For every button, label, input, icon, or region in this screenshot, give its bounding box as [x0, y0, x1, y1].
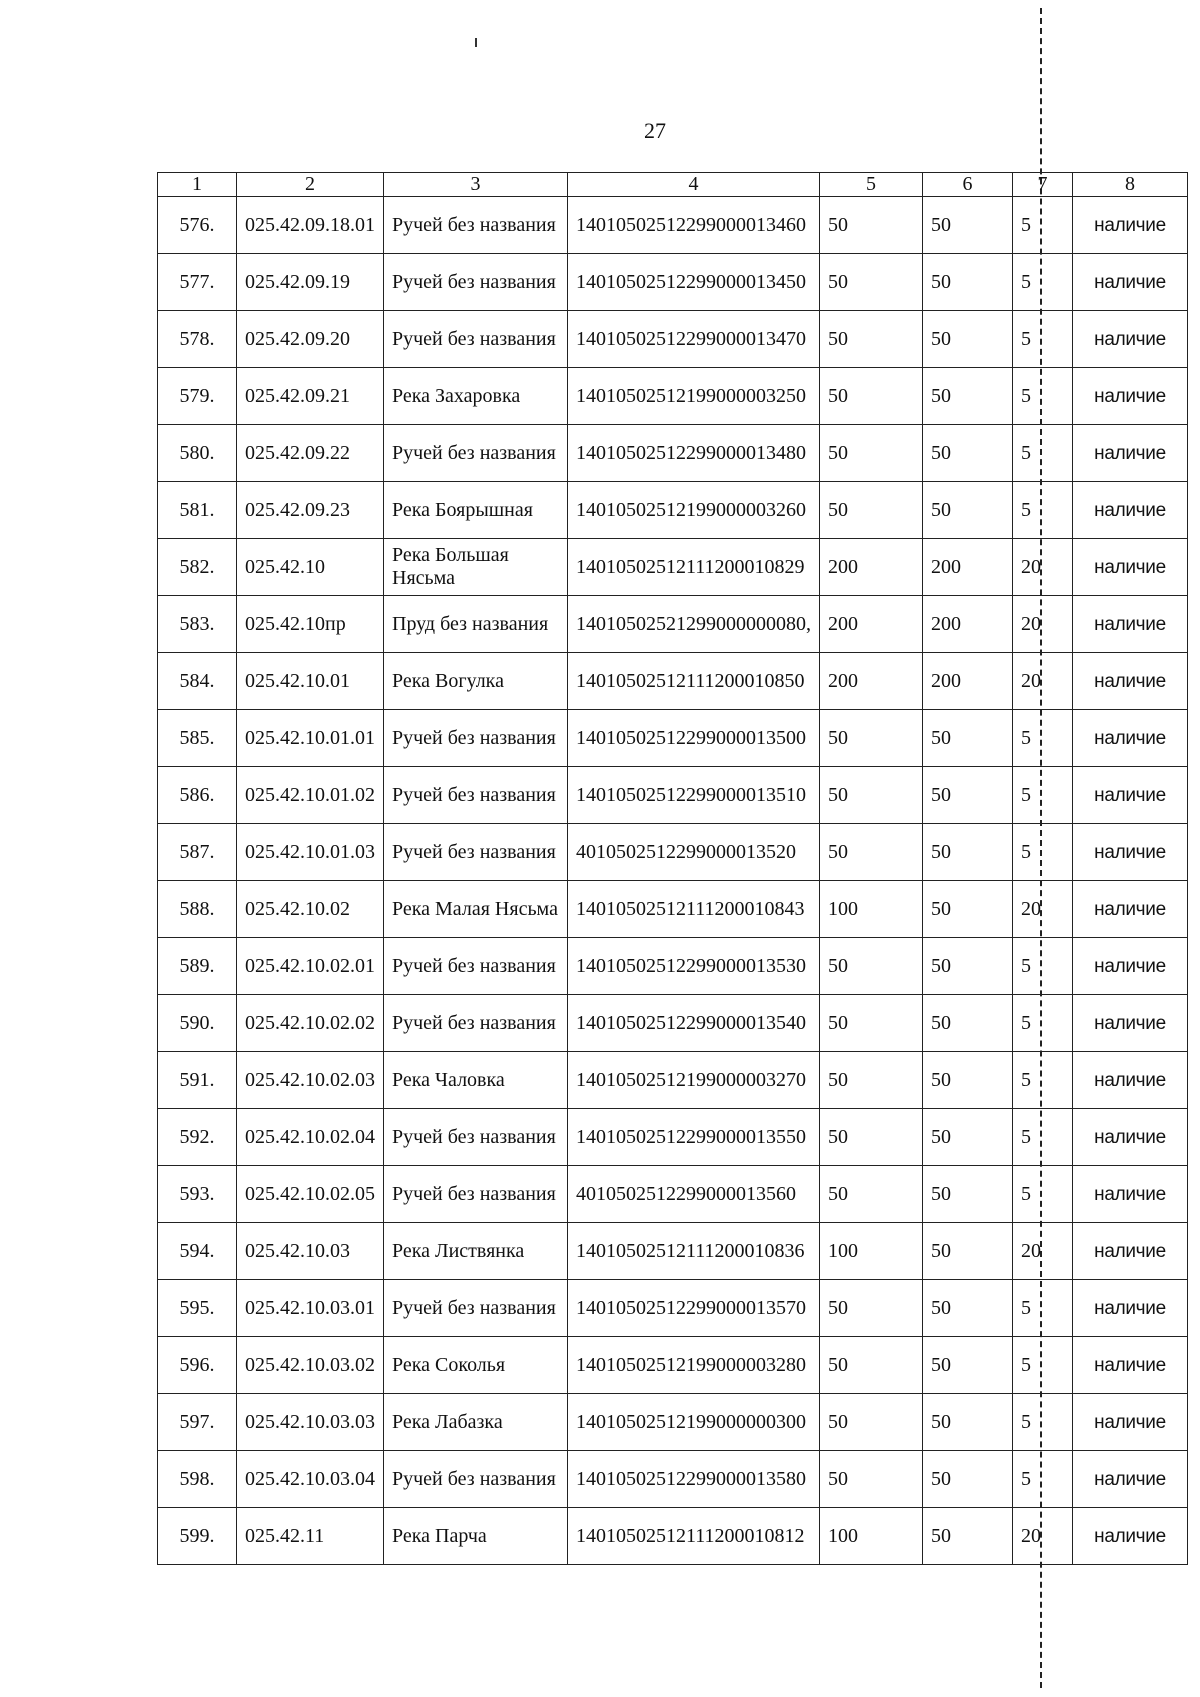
- status-text: наличие: [1073, 653, 1188, 710]
- row-number: 580.: [158, 425, 237, 482]
- row-number: 596.: [158, 1337, 237, 1394]
- value-col6: 200: [923, 539, 1013, 596]
- status-text: наличие: [1073, 1451, 1188, 1508]
- object-name: Ручей без названия: [384, 938, 568, 995]
- value-col5: 50: [820, 1109, 923, 1166]
- header-row: [158, 173, 1188, 197]
- table-row: [158, 311, 1188, 368]
- table-row: [158, 938, 1188, 995]
- object-code: 025.42.09.23: [237, 482, 384, 539]
- value-col6: 50: [923, 425, 1013, 482]
- table-row: [158, 1223, 1188, 1280]
- value-col7: 5: [1013, 482, 1073, 539]
- row-number: 584.: [158, 653, 237, 710]
- value-col6: 50: [923, 311, 1013, 368]
- value-col6: 50: [923, 482, 1013, 539]
- value-col7: 5: [1013, 368, 1073, 425]
- row-number: 592.: [158, 1109, 237, 1166]
- value-col6: 50: [923, 1280, 1013, 1337]
- status-text: наличие: [1073, 1223, 1188, 1280]
- object-name: Ручей без названия: [384, 767, 568, 824]
- registry-id: 14010502512199000003270: [568, 1052, 820, 1109]
- registry-id: 14010502512299000013480: [568, 425, 820, 482]
- value-col6: 50: [923, 368, 1013, 425]
- row-number: 583.: [158, 596, 237, 653]
- value-col5: 50: [820, 824, 923, 881]
- value-col7: 5: [1013, 710, 1073, 767]
- value-col6: 50: [923, 197, 1013, 254]
- registry-id: 14010502512299000013530: [568, 938, 820, 995]
- value-col6: 50: [923, 1166, 1013, 1223]
- status-text: наличие: [1073, 767, 1188, 824]
- value-col6: 50: [923, 1223, 1013, 1280]
- table-row: [158, 1166, 1188, 1223]
- object-code: 025.42.10.03.03: [237, 1394, 384, 1451]
- object-name: Река Лабазка: [384, 1394, 568, 1451]
- object-code: 025.42.10.01.03: [237, 824, 384, 881]
- object-name: Ручей без названия: [384, 710, 568, 767]
- value-col7: 20: [1013, 539, 1073, 596]
- object-name: Ручей без названия: [384, 1166, 568, 1223]
- object-code: 025.42.10.02.04: [237, 1109, 384, 1166]
- registry-id: 14010502512299000013550: [568, 1109, 820, 1166]
- column-header: 3: [384, 173, 568, 197]
- column-header: 6: [923, 173, 1013, 197]
- column-header: 2: [237, 173, 384, 197]
- object-code: 025.42.10.03.02: [237, 1337, 384, 1394]
- value-col7: 5: [1013, 1394, 1073, 1451]
- status-text: наличие: [1073, 482, 1188, 539]
- registry-id: 14010502512199000003280: [568, 1337, 820, 1394]
- value-col5: 100: [820, 1508, 923, 1565]
- value-col5: 50: [820, 995, 923, 1052]
- registry-id: 14010502512299000013450: [568, 254, 820, 311]
- object-code: 025.42.09.18.01: [237, 197, 384, 254]
- status-text: наличие: [1073, 1166, 1188, 1223]
- table-row: [158, 596, 1188, 653]
- value-col5: 50: [820, 767, 923, 824]
- value-col5: 50: [820, 1166, 923, 1223]
- object-code: 025.42.10.02: [237, 881, 384, 938]
- status-text: наличие: [1073, 1394, 1188, 1451]
- table-row: [158, 1508, 1188, 1565]
- scan-mark: [475, 38, 477, 47]
- status-text: наличие: [1073, 710, 1188, 767]
- table-row: [158, 1394, 1188, 1451]
- row-number: 578.: [158, 311, 237, 368]
- object-name: Река Соколья: [384, 1337, 568, 1394]
- object-name: Река Чаловка: [384, 1052, 568, 1109]
- value-col7: 5: [1013, 938, 1073, 995]
- registry-id: 14010502512299000013540: [568, 995, 820, 1052]
- object-code: 025.42.09.19: [237, 254, 384, 311]
- value-col7: 20: [1013, 653, 1073, 710]
- status-text: наличие: [1073, 1052, 1188, 1109]
- value-col5: 100: [820, 881, 923, 938]
- page-number: 27: [644, 118, 666, 143]
- row-number: 585.: [158, 710, 237, 767]
- value-col7: 5: [1013, 254, 1073, 311]
- row-number: 597.: [158, 1394, 237, 1451]
- object-name: Река Большая Нясьма: [384, 539, 568, 596]
- row-number: 576.: [158, 197, 237, 254]
- object-code: 025.42.10.02.03: [237, 1052, 384, 1109]
- value-col5: 50: [820, 425, 923, 482]
- table-body: [158, 197, 1188, 1565]
- object-name: Ручей без названия: [384, 311, 568, 368]
- table-row: [158, 482, 1188, 539]
- registry-id: 14010502512111200010836: [568, 1223, 820, 1280]
- row-number: 589.: [158, 938, 237, 995]
- object-code: 025.42.09.22: [237, 425, 384, 482]
- value-col6: 200: [923, 653, 1013, 710]
- status-text: наличие: [1073, 539, 1188, 596]
- value-col7: 20: [1013, 1508, 1073, 1565]
- registry-id: 14010502512199000003260: [568, 482, 820, 539]
- value-col5: 50: [820, 1394, 923, 1451]
- column-header: 8: [1073, 173, 1188, 197]
- value-col6: 50: [923, 995, 1013, 1052]
- value-col6: 50: [923, 1508, 1013, 1565]
- status-text: наличие: [1073, 1508, 1188, 1565]
- value-col7: 20: [1013, 596, 1073, 653]
- value-col7: 5: [1013, 311, 1073, 368]
- table-row: [158, 1052, 1188, 1109]
- value-col7: 20: [1013, 881, 1073, 938]
- registry-id: 14010502521299000000080,: [568, 596, 820, 653]
- object-name: Река Вогулка: [384, 653, 568, 710]
- row-number: 591.: [158, 1052, 237, 1109]
- status-text: наличие: [1073, 254, 1188, 311]
- registry-id: 4010502512299000013560: [568, 1166, 820, 1223]
- registry-id: 14010502512299000013580: [568, 1451, 820, 1508]
- status-text: наличие: [1073, 1109, 1188, 1166]
- registry-id: 14010502512199000000300: [568, 1394, 820, 1451]
- table-row: [158, 881, 1188, 938]
- table-row: [158, 539, 1188, 596]
- status-text: наличие: [1073, 1337, 1188, 1394]
- value-col5: 50: [820, 938, 923, 995]
- row-number: 577.: [158, 254, 237, 311]
- object-name: Пруд без названия: [384, 596, 568, 653]
- status-text: наличие: [1073, 368, 1188, 425]
- object-name: Река Листвянка: [384, 1223, 568, 1280]
- registry-id: 14010502512299000013570: [568, 1280, 820, 1337]
- row-number: 595.: [158, 1280, 237, 1337]
- value-col5: 50: [820, 197, 923, 254]
- registry-id: 14010502512111200010843: [568, 881, 820, 938]
- value-col7: 5: [1013, 767, 1073, 824]
- value-col5: 200: [820, 596, 923, 653]
- value-col5: 100: [820, 1223, 923, 1280]
- value-col7: 5: [1013, 995, 1073, 1052]
- value-col6: 50: [923, 1109, 1013, 1166]
- row-number: 579.: [158, 368, 237, 425]
- object-code: 025.42.10.03.01: [237, 1280, 384, 1337]
- table-row: [158, 368, 1188, 425]
- value-col7: 5: [1013, 197, 1073, 254]
- value-col7: 5: [1013, 1337, 1073, 1394]
- table-row: [158, 653, 1188, 710]
- row-number: 590.: [158, 995, 237, 1052]
- value-col6: 50: [923, 1451, 1013, 1508]
- row-number: 582.: [158, 539, 237, 596]
- registry-id: 14010502512299000013510: [568, 767, 820, 824]
- registry-id: 14010502512299000013460: [568, 197, 820, 254]
- status-text: наличие: [1073, 881, 1188, 938]
- object-code: 025.42.10.01: [237, 653, 384, 710]
- row-number: 586.: [158, 767, 237, 824]
- status-text: наличие: [1073, 197, 1188, 254]
- table-row: [158, 1451, 1188, 1508]
- value-col7: 20: [1013, 1223, 1073, 1280]
- value-col7: 5: [1013, 1166, 1073, 1223]
- status-text: наличие: [1073, 824, 1188, 881]
- object-code: 025.42.10.03.04: [237, 1451, 384, 1508]
- value-col6: 50: [923, 710, 1013, 767]
- row-number: 588.: [158, 881, 237, 938]
- table-row: [158, 254, 1188, 311]
- table-row: [158, 710, 1188, 767]
- water-bodies-table: [157, 172, 1188, 1565]
- value-col5: 200: [820, 539, 923, 596]
- status-text: наличие: [1073, 995, 1188, 1052]
- value-col6: 50: [923, 1337, 1013, 1394]
- value-col5: 50: [820, 1337, 923, 1394]
- table-row: [158, 197, 1188, 254]
- value-col7: 5: [1013, 824, 1073, 881]
- object-code: 025.42.09.21: [237, 368, 384, 425]
- registry-id: 4010502512299000013520: [568, 824, 820, 881]
- object-code: 025.42.10.02.02: [237, 995, 384, 1052]
- value-col5: 50: [820, 1052, 923, 1109]
- registry-id: 14010502512299000013500: [568, 710, 820, 767]
- registry-id: 14010502512111200010812: [568, 1508, 820, 1565]
- object-code: 025.42.11: [237, 1508, 384, 1565]
- row-number: 594.: [158, 1223, 237, 1280]
- object-code: 025.42.10.01.01: [237, 710, 384, 767]
- value-col7: 5: [1013, 425, 1073, 482]
- table-row: [158, 824, 1188, 881]
- value-col7: 5: [1013, 1451, 1073, 1508]
- table-row: [158, 767, 1188, 824]
- object-name: Река Захаровка: [384, 368, 568, 425]
- value-col6: 50: [923, 824, 1013, 881]
- object-code: 025.42.10пр: [237, 596, 384, 653]
- object-name: Ручей без названия: [384, 1451, 568, 1508]
- value-col5: 50: [820, 710, 923, 767]
- row-number: 599.: [158, 1508, 237, 1565]
- registry-id: 14010502512299000013470: [568, 311, 820, 368]
- object-name: Ручей без названия: [384, 995, 568, 1052]
- value-col6: 50: [923, 1052, 1013, 1109]
- status-text: наличие: [1073, 425, 1188, 482]
- value-col6: 200: [923, 596, 1013, 653]
- value-col7: 5: [1013, 1052, 1073, 1109]
- object-code: 025.42.10: [237, 539, 384, 596]
- registry-id: 14010502512111200010829: [568, 539, 820, 596]
- column-header: 7: [1013, 173, 1073, 197]
- table-row: [158, 425, 1188, 482]
- value-col5: 50: [820, 1451, 923, 1508]
- status-text: наличие: [1073, 1280, 1188, 1337]
- column-header: 4: [568, 173, 820, 197]
- object-code: 025.42.10.01.02: [237, 767, 384, 824]
- status-text: наличие: [1073, 311, 1188, 368]
- object-name: Ручей без названия: [384, 425, 568, 482]
- row-number: 598.: [158, 1451, 237, 1508]
- table-row: [158, 1280, 1188, 1337]
- value-col6: 50: [923, 1394, 1013, 1451]
- value-col6: 50: [923, 881, 1013, 938]
- value-col5: 50: [820, 311, 923, 368]
- value-col6: 50: [923, 938, 1013, 995]
- table-row: [158, 1337, 1188, 1394]
- object-name: Ручей без названия: [384, 1280, 568, 1337]
- status-text: наличие: [1073, 596, 1188, 653]
- row-number: 581.: [158, 482, 237, 539]
- object-code: 025.42.10.02.01: [237, 938, 384, 995]
- row-number: 587.: [158, 824, 237, 881]
- object-name: Река Парча: [384, 1508, 568, 1565]
- column-header: 1: [158, 173, 237, 197]
- registry-id: 14010502512111200010850: [568, 653, 820, 710]
- value-col5: 50: [820, 482, 923, 539]
- object-name: Ручей без названия: [384, 824, 568, 881]
- table-row: [158, 1109, 1188, 1166]
- table-row: [158, 995, 1188, 1052]
- value-col7: 5: [1013, 1280, 1073, 1337]
- value-col6: 50: [923, 767, 1013, 824]
- value-col5: 50: [820, 1280, 923, 1337]
- object-code: 025.42.10.03: [237, 1223, 384, 1280]
- object-code: 025.42.10.02.05: [237, 1166, 384, 1223]
- value-col6: 50: [923, 254, 1013, 311]
- object-code: 025.42.09.20: [237, 311, 384, 368]
- value-col5: 200: [820, 653, 923, 710]
- object-name: Ручей без названия: [384, 1109, 568, 1166]
- value-col7: 5: [1013, 1109, 1073, 1166]
- object-name: Ручей без названия: [384, 254, 568, 311]
- value-col5: 50: [820, 254, 923, 311]
- object-name: Ручей без названия: [384, 197, 568, 254]
- row-number: 593.: [158, 1166, 237, 1223]
- value-col5: 50: [820, 368, 923, 425]
- object-name: Река Малая Нясьма: [384, 881, 568, 938]
- column-header: 5: [820, 173, 923, 197]
- registry-id: 14010502512199000003250: [568, 368, 820, 425]
- status-text: наличие: [1073, 938, 1188, 995]
- object-name: Река Боярышная: [384, 482, 568, 539]
